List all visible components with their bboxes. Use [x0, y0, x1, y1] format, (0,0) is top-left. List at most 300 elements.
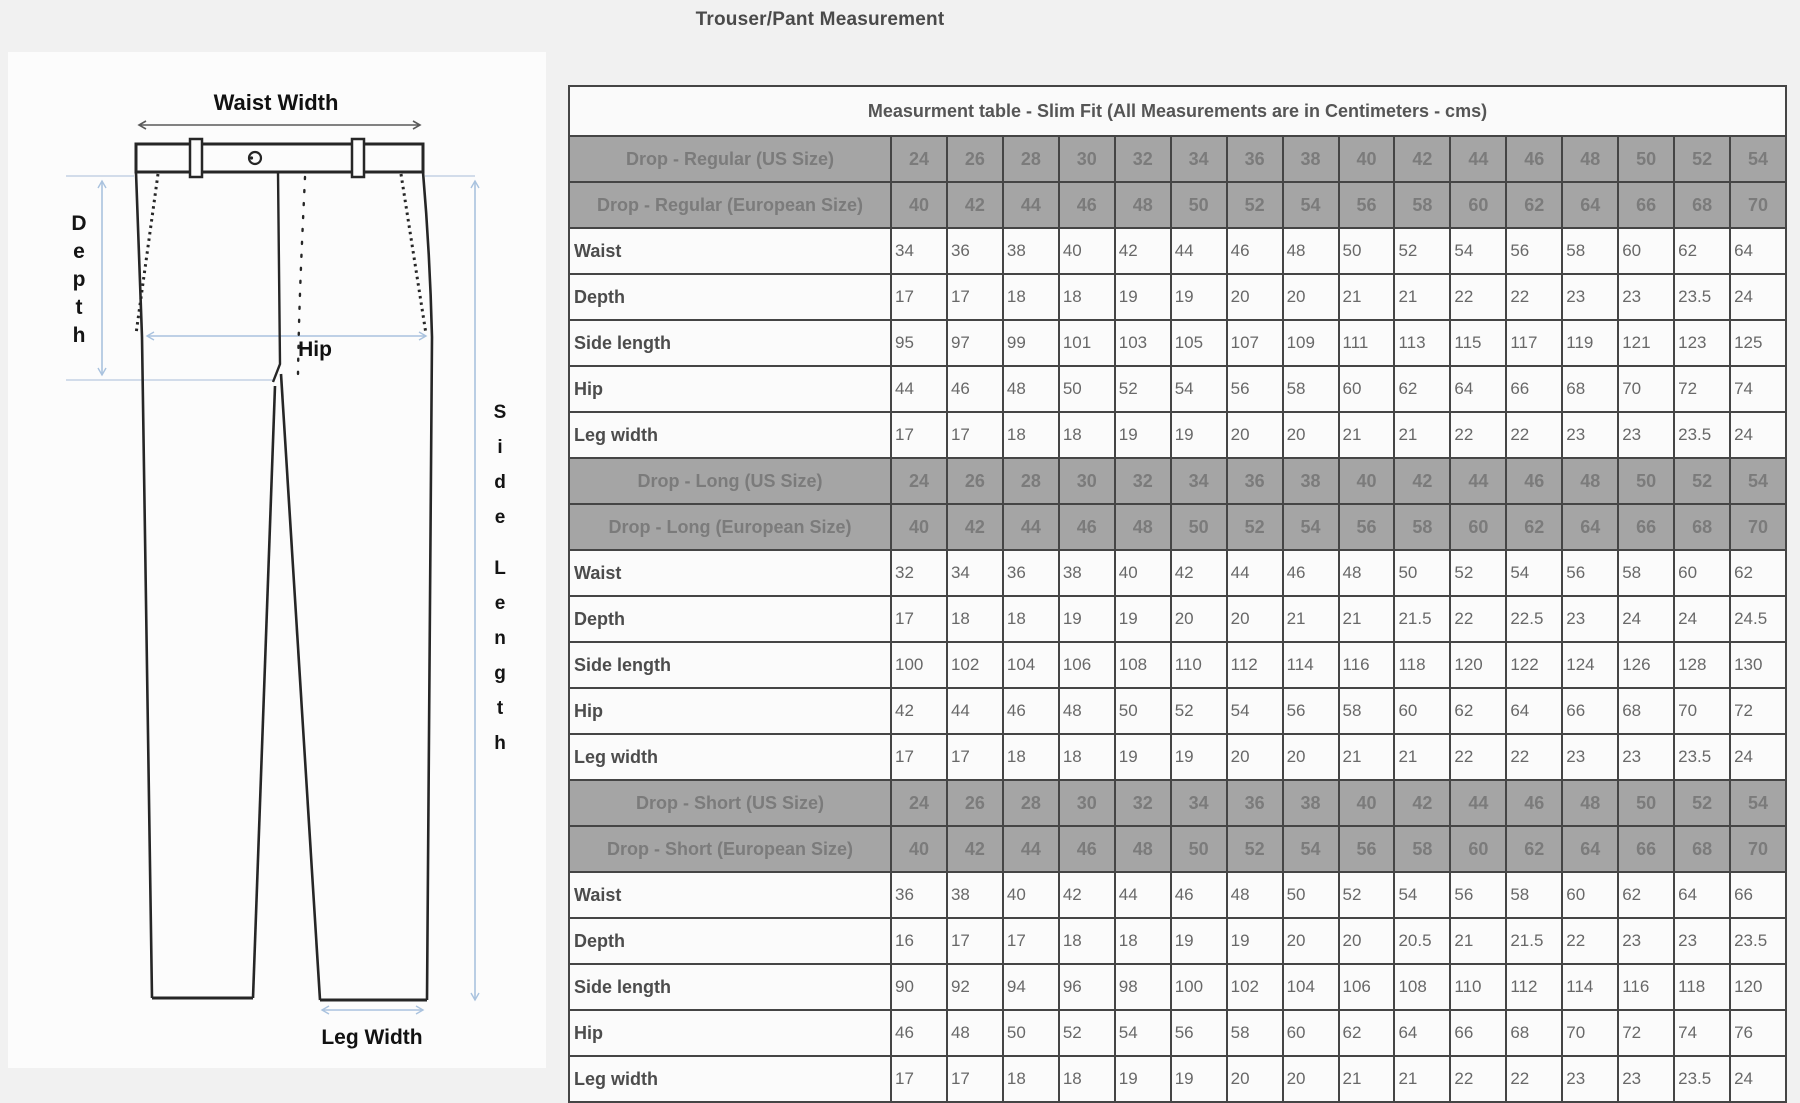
- value-cell: 130: [1730, 642, 1786, 688]
- value-cell: 24: [1618, 596, 1674, 642]
- value-cell: 21: [1450, 918, 1506, 964]
- value-cell: 70: [1674, 688, 1730, 734]
- value-cell: 17: [891, 1056, 947, 1102]
- size-cell: 68: [1674, 182, 1730, 228]
- measurement-row: [569, 872, 1786, 918]
- value-cell: 34: [891, 228, 947, 274]
- value-cell: 20: [1227, 734, 1283, 780]
- size-cell: 68: [1674, 826, 1730, 872]
- row-label: Hip: [569, 366, 891, 412]
- size-cell: 70: [1730, 182, 1786, 228]
- size-cell: 54: [1730, 136, 1786, 182]
- size-cell: 42: [947, 182, 1003, 228]
- value-cell: 17: [947, 274, 1003, 320]
- size-cell: 40: [891, 182, 947, 228]
- value-cell: 18: [1059, 274, 1115, 320]
- value-cell: 20: [1227, 1056, 1283, 1102]
- trouser-diagram: [8, 52, 546, 1068]
- value-cell: 50: [1394, 550, 1450, 596]
- value-cell: 66: [1730, 872, 1786, 918]
- size-cell: 28: [1003, 458, 1059, 504]
- size-cell: 44: [1450, 136, 1506, 182]
- value-cell: 38: [1003, 228, 1059, 274]
- value-cell: 19: [1171, 1056, 1227, 1102]
- value-cell: 24.5: [1730, 596, 1786, 642]
- size-cell: 46: [1059, 826, 1115, 872]
- value-cell: 52: [1394, 228, 1450, 274]
- value-cell: 19: [1171, 274, 1227, 320]
- size-cell: 24: [891, 458, 947, 504]
- value-cell: 22: [1450, 596, 1506, 642]
- vertical-letter: n: [494, 628, 506, 649]
- vertical-letter: e: [73, 240, 85, 263]
- measurement-table: [568, 85, 1787, 1103]
- measurement-row: [569, 366, 1786, 412]
- value-cell: 126: [1618, 642, 1674, 688]
- value-cell: 111: [1339, 320, 1395, 366]
- value-cell: 23: [1562, 412, 1618, 458]
- value-cell: 56: [1450, 872, 1506, 918]
- value-cell: 58: [1283, 366, 1339, 412]
- belt-loop-right: [352, 139, 364, 177]
- value-cell: 18: [1059, 918, 1115, 964]
- value-cell: 54: [1506, 550, 1562, 596]
- size-cell: 50: [1171, 826, 1227, 872]
- vertical-letter: p: [72, 268, 86, 291]
- value-cell: 19: [1171, 918, 1227, 964]
- trouser-diagram-card: [8, 52, 546, 1068]
- value-cell: 17: [947, 412, 1003, 458]
- waistband: [136, 144, 423, 172]
- fly-line: [273, 172, 280, 382]
- size-cell: 54: [1283, 182, 1339, 228]
- value-cell: 20: [1171, 596, 1227, 642]
- row-label: Waist: [569, 228, 891, 274]
- size-cell: 26: [947, 136, 1003, 182]
- size-cell: 26: [947, 780, 1003, 826]
- measurement-table-wrap: [568, 85, 1787, 1103]
- value-cell: 21: [1394, 734, 1450, 780]
- value-cell: 20: [1283, 1056, 1339, 1102]
- value-cell: 112: [1506, 964, 1562, 1010]
- size-cell: 64: [1562, 504, 1618, 550]
- size-cell: 44: [1450, 780, 1506, 826]
- value-cell: 123: [1674, 320, 1730, 366]
- value-cell: 68: [1618, 688, 1674, 734]
- value-cell: 22: [1450, 734, 1506, 780]
- value-cell: 114: [1562, 964, 1618, 1010]
- table-title: Measurment table - Slim Fit (All Measurements are in Centimeters - cms): [569, 86, 1786, 136]
- size-cell: 52: [1227, 826, 1283, 872]
- value-cell: 62: [1394, 366, 1450, 412]
- value-cell: 121: [1618, 320, 1674, 366]
- value-cell: 22: [1450, 274, 1506, 320]
- vertical-letter: t: [75, 296, 83, 319]
- size-cell: 48: [1115, 504, 1171, 550]
- size-cell: 50: [1618, 780, 1674, 826]
- size-cell: 58: [1394, 826, 1450, 872]
- value-cell: 21: [1339, 734, 1395, 780]
- size-cell: 54: [1730, 458, 1786, 504]
- value-cell: 42: [1171, 550, 1227, 596]
- value-cell: 24: [1730, 274, 1786, 320]
- value-cell: 110: [1450, 964, 1506, 1010]
- table-title-row: [569, 86, 1786, 136]
- row-label: Waist: [569, 550, 891, 596]
- value-cell: 58: [1506, 872, 1562, 918]
- size-cell: 46: [1506, 780, 1562, 826]
- size-header-label: Drop - Short (European Size): [569, 826, 891, 872]
- value-cell: 66: [1562, 688, 1618, 734]
- size-cell: 26: [947, 458, 1003, 504]
- size-cell: 36: [1227, 458, 1283, 504]
- value-cell: 52: [1171, 688, 1227, 734]
- measurement-row: [569, 320, 1786, 366]
- value-cell: 21.5: [1394, 596, 1450, 642]
- value-cell: 125: [1730, 320, 1786, 366]
- value-cell: 21: [1394, 412, 1450, 458]
- row-label: Leg width: [569, 1056, 891, 1102]
- size-cell: 48: [1562, 136, 1618, 182]
- value-cell: 116: [1618, 964, 1674, 1010]
- size-cell: 50: [1618, 458, 1674, 504]
- row-label: Side length: [569, 320, 891, 366]
- size-cell: 40: [1339, 136, 1395, 182]
- value-cell: 70: [1618, 366, 1674, 412]
- value-cell: 23.5: [1674, 274, 1730, 320]
- value-cell: 58: [1562, 228, 1618, 274]
- size-cell: 66: [1618, 826, 1674, 872]
- value-cell: 40: [1115, 550, 1171, 596]
- value-cell: 66: [1506, 366, 1562, 412]
- size-cell: 46: [1506, 458, 1562, 504]
- row-label: Hip: [569, 1010, 891, 1056]
- value-cell: 106: [1059, 642, 1115, 688]
- size-cell: 36: [1227, 136, 1283, 182]
- value-cell: 21: [1339, 1056, 1395, 1102]
- value-cell: 17: [891, 596, 947, 642]
- value-cell: 62: [1339, 1010, 1395, 1056]
- value-cell: 70: [1562, 1010, 1618, 1056]
- value-cell: 54: [1171, 366, 1227, 412]
- value-cell: 21: [1283, 596, 1339, 642]
- size-cell: 38: [1283, 780, 1339, 826]
- size-cell: 30: [1059, 136, 1115, 182]
- value-cell: 66: [1450, 1010, 1506, 1056]
- belt-loop-left: [190, 139, 202, 177]
- value-cell: 109: [1283, 320, 1339, 366]
- size-cell: 64: [1562, 182, 1618, 228]
- row-label: Depth: [569, 596, 891, 642]
- size-cell: 52: [1227, 504, 1283, 550]
- size-cell: 60: [1450, 182, 1506, 228]
- value-cell: 16: [891, 918, 947, 964]
- size-cell: 48: [1562, 458, 1618, 504]
- value-cell: 23: [1562, 274, 1618, 320]
- value-cell: 44: [1115, 872, 1171, 918]
- measurement-row: [569, 688, 1786, 734]
- measurement-row: [569, 964, 1786, 1010]
- value-cell: 115: [1450, 320, 1506, 366]
- row-label: Side length: [569, 642, 891, 688]
- value-cell: 64: [1730, 228, 1786, 274]
- size-cell: 52: [1227, 182, 1283, 228]
- value-cell: 23: [1562, 734, 1618, 780]
- value-cell: 56: [1562, 550, 1618, 596]
- value-cell: 50: [1283, 872, 1339, 918]
- value-cell: 60: [1674, 550, 1730, 596]
- size-cell: 44: [1003, 826, 1059, 872]
- value-cell: 20: [1339, 918, 1395, 964]
- size-cell: 42: [1394, 458, 1450, 504]
- value-cell: 128: [1674, 642, 1730, 688]
- value-cell: 42: [1115, 228, 1171, 274]
- value-cell: 18: [1003, 412, 1059, 458]
- value-cell: 58: [1227, 1010, 1283, 1056]
- value-cell: 102: [1227, 964, 1283, 1010]
- value-cell: 24: [1730, 1056, 1786, 1102]
- value-cell: 48: [1339, 550, 1395, 596]
- size-header-label: Drop - Long (European Size): [569, 504, 891, 550]
- value-cell: 22: [1506, 412, 1562, 458]
- value-cell: 19: [1115, 1056, 1171, 1102]
- value-cell: 18: [1059, 734, 1115, 780]
- value-cell: 119: [1562, 320, 1618, 366]
- value-cell: 100: [891, 642, 947, 688]
- value-cell: 118: [1394, 642, 1450, 688]
- side-length-label: [486, 395, 514, 761]
- value-cell: 60: [1394, 688, 1450, 734]
- value-cell: 46: [1171, 872, 1227, 918]
- measurement-row: [569, 274, 1786, 320]
- value-cell: 110: [1171, 642, 1227, 688]
- value-cell: 20: [1283, 918, 1339, 964]
- depth-label: [64, 210, 94, 350]
- value-cell: 19: [1227, 918, 1283, 964]
- row-label: Side length: [569, 964, 891, 1010]
- value-cell: 17: [1003, 918, 1059, 964]
- size-cell: 60: [1450, 826, 1506, 872]
- value-cell: 21: [1394, 1056, 1450, 1102]
- value-cell: 21: [1339, 596, 1395, 642]
- value-cell: 56: [1506, 228, 1562, 274]
- value-cell: 23: [1618, 274, 1674, 320]
- value-cell: 74: [1730, 366, 1786, 412]
- measure-guide-lines: [66, 176, 475, 380]
- value-cell: 46: [1283, 550, 1339, 596]
- value-cell: 56: [1227, 366, 1283, 412]
- value-cell: 36: [891, 872, 947, 918]
- value-cell: 64: [1506, 688, 1562, 734]
- size-cell: 62: [1506, 504, 1562, 550]
- size-cell: 48: [1562, 780, 1618, 826]
- size-cell: 30: [1059, 458, 1115, 504]
- value-cell: 23.5: [1674, 412, 1730, 458]
- leg-width-label: Leg Width: [321, 1026, 423, 1049]
- measurement-row: [569, 642, 1786, 688]
- value-cell: 18: [1115, 918, 1171, 964]
- value-cell: 20: [1283, 734, 1339, 780]
- value-cell: 18: [1003, 596, 1059, 642]
- value-cell: 46: [1003, 688, 1059, 734]
- value-cell: 76: [1730, 1010, 1786, 1056]
- size-cell: 66: [1618, 504, 1674, 550]
- value-cell: 68: [1506, 1010, 1562, 1056]
- value-cell: 21: [1339, 412, 1395, 458]
- vertical-letter: e: [494, 507, 506, 528]
- value-cell: 114: [1283, 642, 1339, 688]
- value-cell: 48: [1003, 366, 1059, 412]
- size-header-row: [569, 136, 1786, 182]
- value-cell: 17: [891, 734, 947, 780]
- size-cell: 46: [1506, 136, 1562, 182]
- size-header-row: [569, 826, 1786, 872]
- size-cell: 48: [1115, 182, 1171, 228]
- value-cell: 54: [1450, 228, 1506, 274]
- size-cell: 24: [891, 780, 947, 826]
- size-cell: 62: [1506, 826, 1562, 872]
- value-cell: 38: [947, 872, 1003, 918]
- row-label: Depth: [569, 274, 891, 320]
- size-header-row: [569, 182, 1786, 228]
- size-cell: 32: [1115, 458, 1171, 504]
- value-cell: 72: [1730, 688, 1786, 734]
- size-cell: 56: [1339, 182, 1395, 228]
- value-cell: 23: [1618, 1056, 1674, 1102]
- value-cell: 23.5: [1674, 734, 1730, 780]
- value-cell: 19: [1059, 596, 1115, 642]
- value-cell: 20.5: [1394, 918, 1450, 964]
- size-cell: 38: [1283, 136, 1339, 182]
- value-cell: 54: [1394, 872, 1450, 918]
- value-cell: 112: [1227, 642, 1283, 688]
- size-cell: 32: [1115, 780, 1171, 826]
- size-cell: 58: [1394, 182, 1450, 228]
- value-cell: 20: [1227, 596, 1283, 642]
- value-cell: 23: [1562, 1056, 1618, 1102]
- size-cell: 66: [1618, 182, 1674, 228]
- size-cell: 46: [1059, 504, 1115, 550]
- value-cell: 19: [1115, 412, 1171, 458]
- size-cell: 52: [1674, 136, 1730, 182]
- size-cell: 58: [1394, 504, 1450, 550]
- size-cell: 46: [1059, 182, 1115, 228]
- value-cell: 22: [1562, 918, 1618, 964]
- value-cell: 117: [1506, 320, 1562, 366]
- value-cell: 118: [1674, 964, 1730, 1010]
- value-cell: 95: [891, 320, 947, 366]
- value-cell: 50: [1339, 228, 1395, 274]
- value-cell: 23: [1618, 412, 1674, 458]
- value-cell: 90: [891, 964, 947, 1010]
- vertical-letter: h: [72, 324, 86, 347]
- value-cell: 56: [1283, 688, 1339, 734]
- size-cell: 24: [891, 136, 947, 182]
- value-cell: 48: [1227, 872, 1283, 918]
- value-cell: 108: [1394, 964, 1450, 1010]
- vertical-letter: L: [494, 558, 506, 579]
- size-cell: 38: [1283, 458, 1339, 504]
- size-cell: 44: [1003, 182, 1059, 228]
- value-cell: 58: [1618, 550, 1674, 596]
- size-cell: 48: [1115, 826, 1171, 872]
- value-cell: 42: [891, 688, 947, 734]
- value-cell: 40: [1059, 228, 1115, 274]
- value-cell: 64: [1394, 1010, 1450, 1056]
- size-cell: 52: [1674, 780, 1730, 826]
- waist-width-label: Waist Width: [213, 90, 339, 115]
- value-cell: 48: [947, 1010, 1003, 1056]
- size-cell: 30: [1059, 780, 1115, 826]
- value-cell: 22: [1506, 1056, 1562, 1102]
- measurement-row: [569, 734, 1786, 780]
- value-cell: 19: [1171, 734, 1227, 780]
- value-cell: 50: [1115, 688, 1171, 734]
- size-header-row: [569, 780, 1786, 826]
- value-cell: 17: [891, 412, 947, 458]
- size-cell: 44: [1450, 458, 1506, 504]
- value-cell: 23.5: [1674, 1056, 1730, 1102]
- size-cell: 60: [1450, 504, 1506, 550]
- value-cell: 18: [1003, 274, 1059, 320]
- size-cell: 54: [1730, 780, 1786, 826]
- value-cell: 18: [947, 596, 1003, 642]
- value-cell: 44: [1171, 228, 1227, 274]
- value-cell: 62: [1450, 688, 1506, 734]
- size-cell: 44: [1003, 504, 1059, 550]
- value-cell: 17: [947, 1056, 1003, 1102]
- size-cell: 28: [1003, 780, 1059, 826]
- value-cell: 120: [1450, 642, 1506, 688]
- value-cell: 23: [1618, 918, 1674, 964]
- row-label: Hip: [569, 688, 891, 734]
- size-cell: 70: [1730, 826, 1786, 872]
- measurement-row: [569, 1056, 1786, 1102]
- value-cell: 18: [1003, 734, 1059, 780]
- value-cell: 20: [1227, 412, 1283, 458]
- measurement-row: [569, 596, 1786, 642]
- value-cell: 98: [1115, 964, 1171, 1010]
- value-cell: 19: [1115, 734, 1171, 780]
- value-cell: 106: [1339, 964, 1395, 1010]
- value-cell: 99: [1003, 320, 1059, 366]
- size-cell: 50: [1618, 136, 1674, 182]
- size-cell: 54: [1283, 826, 1339, 872]
- value-cell: 52: [1115, 366, 1171, 412]
- size-cell: 42: [947, 504, 1003, 550]
- size-cell: 28: [1003, 136, 1059, 182]
- measurement-row: [569, 412, 1786, 458]
- size-cell: 56: [1339, 826, 1395, 872]
- value-cell: 52: [1059, 1010, 1115, 1056]
- value-cell: 96: [1059, 964, 1115, 1010]
- row-label: Leg width: [569, 412, 891, 458]
- value-cell: 94: [1003, 964, 1059, 1010]
- value-cell: 21: [1394, 274, 1450, 320]
- value-cell: 108: [1115, 642, 1171, 688]
- value-cell: 60: [1339, 366, 1395, 412]
- value-cell: 62: [1730, 550, 1786, 596]
- value-cell: 24: [1730, 734, 1786, 780]
- value-cell: 64: [1450, 366, 1506, 412]
- vertical-letter: h: [494, 733, 506, 754]
- value-cell: 52: [1339, 872, 1395, 918]
- size-cell: 32: [1115, 136, 1171, 182]
- value-cell: 19: [1115, 274, 1171, 320]
- value-cell: 22: [1450, 412, 1506, 458]
- value-cell: 68: [1562, 366, 1618, 412]
- size-cell: 40: [1339, 780, 1395, 826]
